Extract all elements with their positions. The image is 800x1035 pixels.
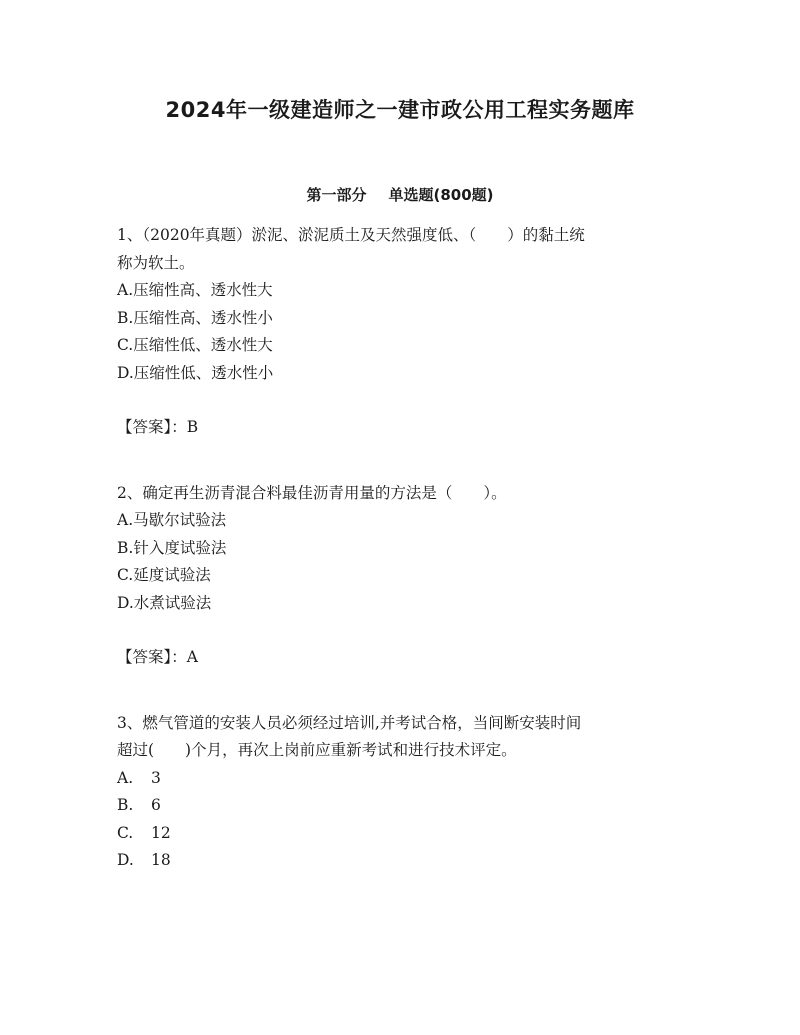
option-d: D.压缩性低、透水性小	[117, 363, 274, 382]
option-d: D.水煮试验法	[117, 593, 212, 612]
option-label: C.	[117, 823, 134, 842]
document-title: 2024年一级建造师之一建市政公用工程实务题库	[165, 98, 635, 122]
option-c: C.压缩性低、透水性大	[117, 336, 273, 354]
option-b: B.针入度试验法	[117, 538, 227, 557]
option-c	[117, 820, 687, 848]
option-value: 12	[151, 823, 171, 842]
option-a	[117, 765, 687, 793]
option-a: A.马歇尔试验法	[117, 511, 227, 529]
option-c: C.延度试验法	[117, 566, 211, 584]
option-value: 6	[151, 796, 161, 814]
question-list	[117, 222, 687, 875]
option-label: B.	[117, 796, 134, 814]
question-stem-line: 1、（2020年真题）淤泥、淤泥质土及天然强度低、（ ）的黏土统	[117, 226, 585, 244]
option-label: A.	[117, 768, 134, 787]
question-1	[117, 222, 687, 442]
option-value: 18	[151, 851, 171, 869]
section-part: 第一部分	[306, 186, 367, 204]
answer-line: 【答案】：A	[117, 648, 198, 666]
section-heading	[0, 184, 800, 205]
answer-line: 【答案】：B	[117, 418, 199, 436]
option-value: 3	[151, 768, 161, 787]
question-3	[117, 710, 687, 875]
section-name: 单选题(800题)	[388, 186, 494, 204]
option-b: B.压缩性高、透水性小	[117, 308, 273, 327]
question-stem-line: 称为软土。	[117, 253, 195, 272]
option-d	[117, 847, 687, 875]
question-2	[117, 480, 687, 672]
option-label: D.	[117, 851, 134, 869]
question-stem-line: 2、确定再生沥青混合料最佳沥青用量的方法是（ ）。	[117, 483, 507, 502]
option-b	[117, 792, 687, 820]
option-a: A.压缩性高、透水性大	[117, 281, 273, 299]
question-stem-line: 3、燃气管道的安装人员必须经过培训,并考试合格，当间断安装时间	[117, 713, 582, 732]
question-stem-line: 超过( )个月，再次上岗前应重新考试和进行技术评定。	[117, 741, 517, 759]
